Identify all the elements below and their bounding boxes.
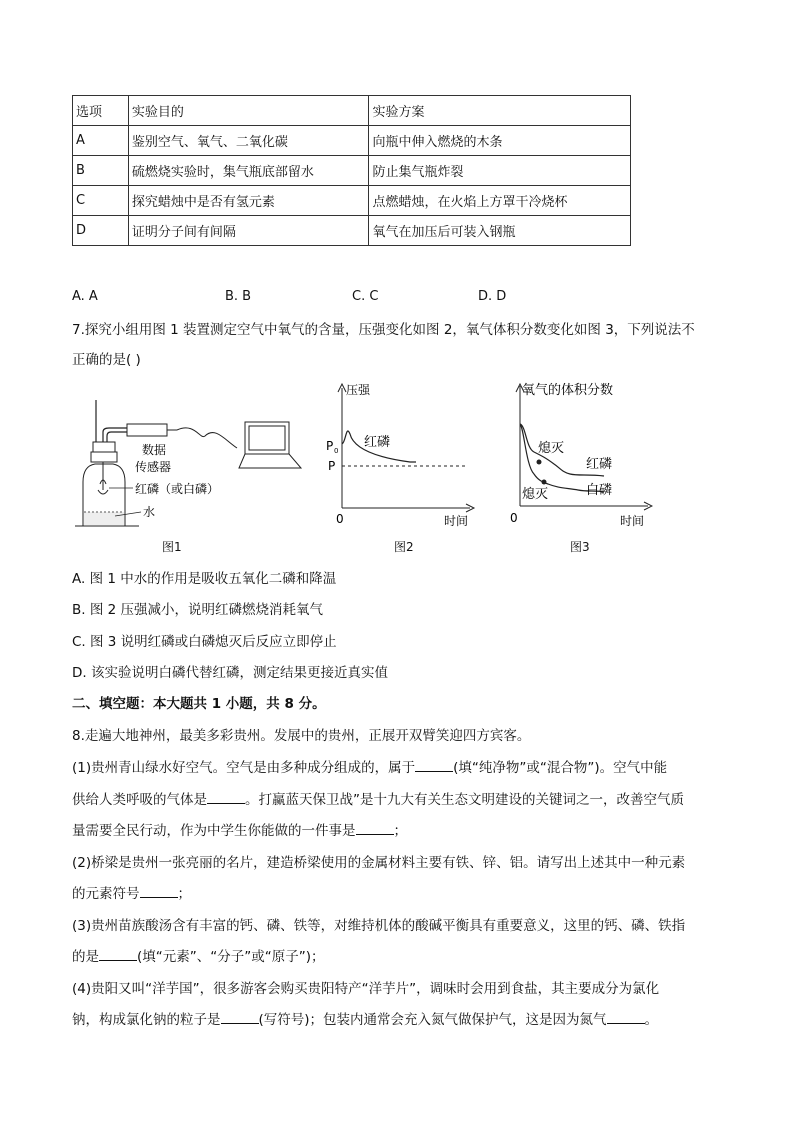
q8-p1-text: 量需要全民行动，作为中学生你能做的一件事是 bbox=[72, 823, 356, 839]
q8-p1-line1 bbox=[72, 759, 667, 777]
table-cell: 证明分子间有间隔 bbox=[128, 216, 369, 246]
figure-1-apparatus bbox=[65, 392, 315, 537]
fig2-p0-subscript: 0 bbox=[334, 447, 339, 455]
section-2-info: 本大题共 1 小题，共 8 分。 bbox=[153, 696, 326, 712]
answer-blank[interactable] bbox=[221, 1011, 259, 1024]
answer-blank[interactable] bbox=[356, 822, 394, 835]
answer-blank[interactable] bbox=[207, 791, 245, 804]
fig2-p-label: P bbox=[328, 459, 336, 473]
answer-blank[interactable] bbox=[607, 1011, 645, 1024]
fig2-p0-label: P bbox=[326, 439, 334, 453]
table-cell: 探究蜡烛中是否有氢元素 bbox=[128, 186, 369, 216]
answer-blank[interactable] bbox=[99, 948, 137, 961]
figure-3-oxygen-chart bbox=[508, 378, 653, 530]
q8-p1-text: (填“纯净物”或“混合物”)。空气中能 bbox=[453, 760, 668, 776]
q6-options bbox=[72, 289, 632, 307]
table-row bbox=[73, 186, 631, 216]
q7-option-d[interactable]: D. 该实验说明白磷代替红磷，测定结果更接近真实值 bbox=[72, 665, 388, 681]
table-cell: C bbox=[73, 186, 129, 216]
option-d[interactable]: D. D bbox=[478, 289, 507, 304]
q8-p4-text: (写符号)；包装内通常会充入氮气做保护气，这是因为氮气 bbox=[258, 1012, 607, 1028]
q8-p3-line2 bbox=[72, 948, 325, 966]
figure-2-caption: 图2 bbox=[394, 540, 414, 554]
table-header-cell: 实验方案 bbox=[369, 96, 631, 126]
table-row bbox=[73, 156, 631, 186]
q8-p3-text: (填“元素”、“分子”或“原子”)； bbox=[137, 949, 325, 965]
q8-p3-text: 的是 bbox=[72, 949, 99, 965]
table-header-row bbox=[73, 96, 631, 126]
table-header-cell: 实验目的 bbox=[128, 96, 369, 126]
table-cell: B bbox=[73, 156, 129, 186]
table-cell: 氧气在加压后可装入钢瓶 bbox=[369, 216, 631, 246]
table-cell: 硫燃烧实验时，集气瓶底部留水 bbox=[128, 156, 369, 186]
q8-p1-text: (1)贵州青山绿水好空气。空气是由多种成分组成的，属于 bbox=[72, 760, 416, 776]
fig1-label-phosphorus: 红磷（或白磷） bbox=[135, 482, 220, 496]
fig2-xlabel: 时间 bbox=[444, 514, 469, 528]
table-row bbox=[73, 216, 631, 246]
table-row bbox=[73, 126, 631, 156]
fig3-xlabel: 时间 bbox=[620, 514, 645, 528]
fig3-red-label: 红磷 bbox=[586, 457, 613, 472]
q7-stem-line1: 7.探究小组用图 1 装置测定空气中氧气的含量，压强变化如图 2，氧气体积分数变化如图 3，下列说法不 bbox=[72, 322, 695, 338]
option-c[interactable]: C. C bbox=[352, 289, 379, 304]
experiment-table bbox=[72, 95, 631, 246]
fig1-label-sensor1: 数据 bbox=[142, 443, 167, 457]
q8-p4-text: 。 bbox=[644, 1012, 659, 1028]
q7-stem-line2: 正确的是( ) bbox=[72, 352, 141, 368]
table-header-cell: 选项 bbox=[73, 96, 129, 126]
q8-p2-text: 的元素符号 bbox=[72, 886, 140, 902]
option-a[interactable]: A. A bbox=[72, 289, 98, 304]
table-cell: D bbox=[73, 216, 129, 246]
figure-1-caption: 图1 bbox=[162, 540, 182, 554]
section-2-header bbox=[72, 695, 326, 713]
answer-blank[interactable] bbox=[415, 759, 453, 772]
table-cell: 鉴别空气、氧气、二氧化碳 bbox=[128, 126, 369, 156]
fig3-extinguish-1: 熄灭 bbox=[538, 441, 565, 456]
fig2-ylabel: 压强 bbox=[346, 383, 371, 397]
fig3-origin: 0 bbox=[510, 511, 518, 525]
fig1-label-water: 水 bbox=[143, 505, 156, 519]
fig2-origin: 0 bbox=[336, 512, 344, 526]
q8-p1-text: ； bbox=[393, 823, 407, 839]
fig3-extinguish-2: 熄灭 bbox=[522, 487, 549, 502]
q8-p1-line3 bbox=[72, 822, 407, 840]
section-2-title: 二、填空题： bbox=[72, 696, 153, 712]
q8-p4-text: 钠，构成氯化钠的粒子是 bbox=[72, 1012, 221, 1028]
q8-p4-line1: (4)贵阳又叫“洋芋国”，很多游客会购买贵阳特产“洋芋片”，调味时会用到食盐，其主要成分为氯化 bbox=[72, 981, 660, 997]
table-cell: 防止集气瓶炸裂 bbox=[369, 156, 631, 186]
q7-option-b[interactable]: B. 图 2 压强减小，说明红磷燃烧消耗氧气 bbox=[72, 602, 324, 618]
q8-p1-line2 bbox=[72, 791, 684, 809]
fig3-ylabel: 氧气的体积分数 bbox=[522, 383, 614, 398]
q8-p2-line2 bbox=[72, 885, 191, 903]
fig2-curve-label: 红磷 bbox=[364, 435, 391, 450]
q7-option-a[interactable]: A. 图 1 中水的作用是吸收五氧化二磷和降温 bbox=[72, 571, 337, 587]
fig1-label-sensor2: 传感器 bbox=[135, 460, 172, 474]
table-cell: 点燃蜡烛，在火焰上方罩干冷烧杯 bbox=[369, 186, 631, 216]
q8-stem: 8.走遍大地神州，最美多彩贵州。发展中的贵州，正展开双臂笑迎四方宾客。 bbox=[72, 728, 531, 744]
q8-p2-text: ； bbox=[177, 886, 191, 902]
option-b[interactable]: B. B bbox=[225, 289, 252, 304]
q8-p2-line1: (2)桥梁是贵州一张亮丽的名片，建造桥梁使用的金属材料主要有铁、锌、铝。请写出上述其中一种元素 bbox=[72, 855, 686, 871]
q8-p4-line2 bbox=[72, 1011, 658, 1029]
q8-p3-line1: (3)贵州苗族酸汤含有丰富的钙、磷、铁等，对维持机体的酸碱平衡具有重要意义，这里的钙、磷、铁指 bbox=[72, 918, 686, 934]
q7-option-c[interactable]: C. 图 3 说明红磷或白磷熄灭后反应立即停止 bbox=[72, 634, 337, 650]
fig3-white-label: 白磷 bbox=[586, 483, 613, 498]
table-cell: 向瓶中伸入燃烧的木条 bbox=[369, 126, 631, 156]
table-cell: A bbox=[73, 126, 129, 156]
q8-p1-text: 供给人类呼吸的气体是 bbox=[72, 792, 207, 808]
answer-blank[interactable] bbox=[140, 885, 178, 898]
q8-p1-text: 。打赢蓝天保卫战”是十九大有关生态文明建设的关键词之一，改善空气质 bbox=[245, 792, 684, 808]
figure-3-caption: 图3 bbox=[570, 540, 590, 554]
figure-2-pressure-chart bbox=[320, 380, 485, 530]
